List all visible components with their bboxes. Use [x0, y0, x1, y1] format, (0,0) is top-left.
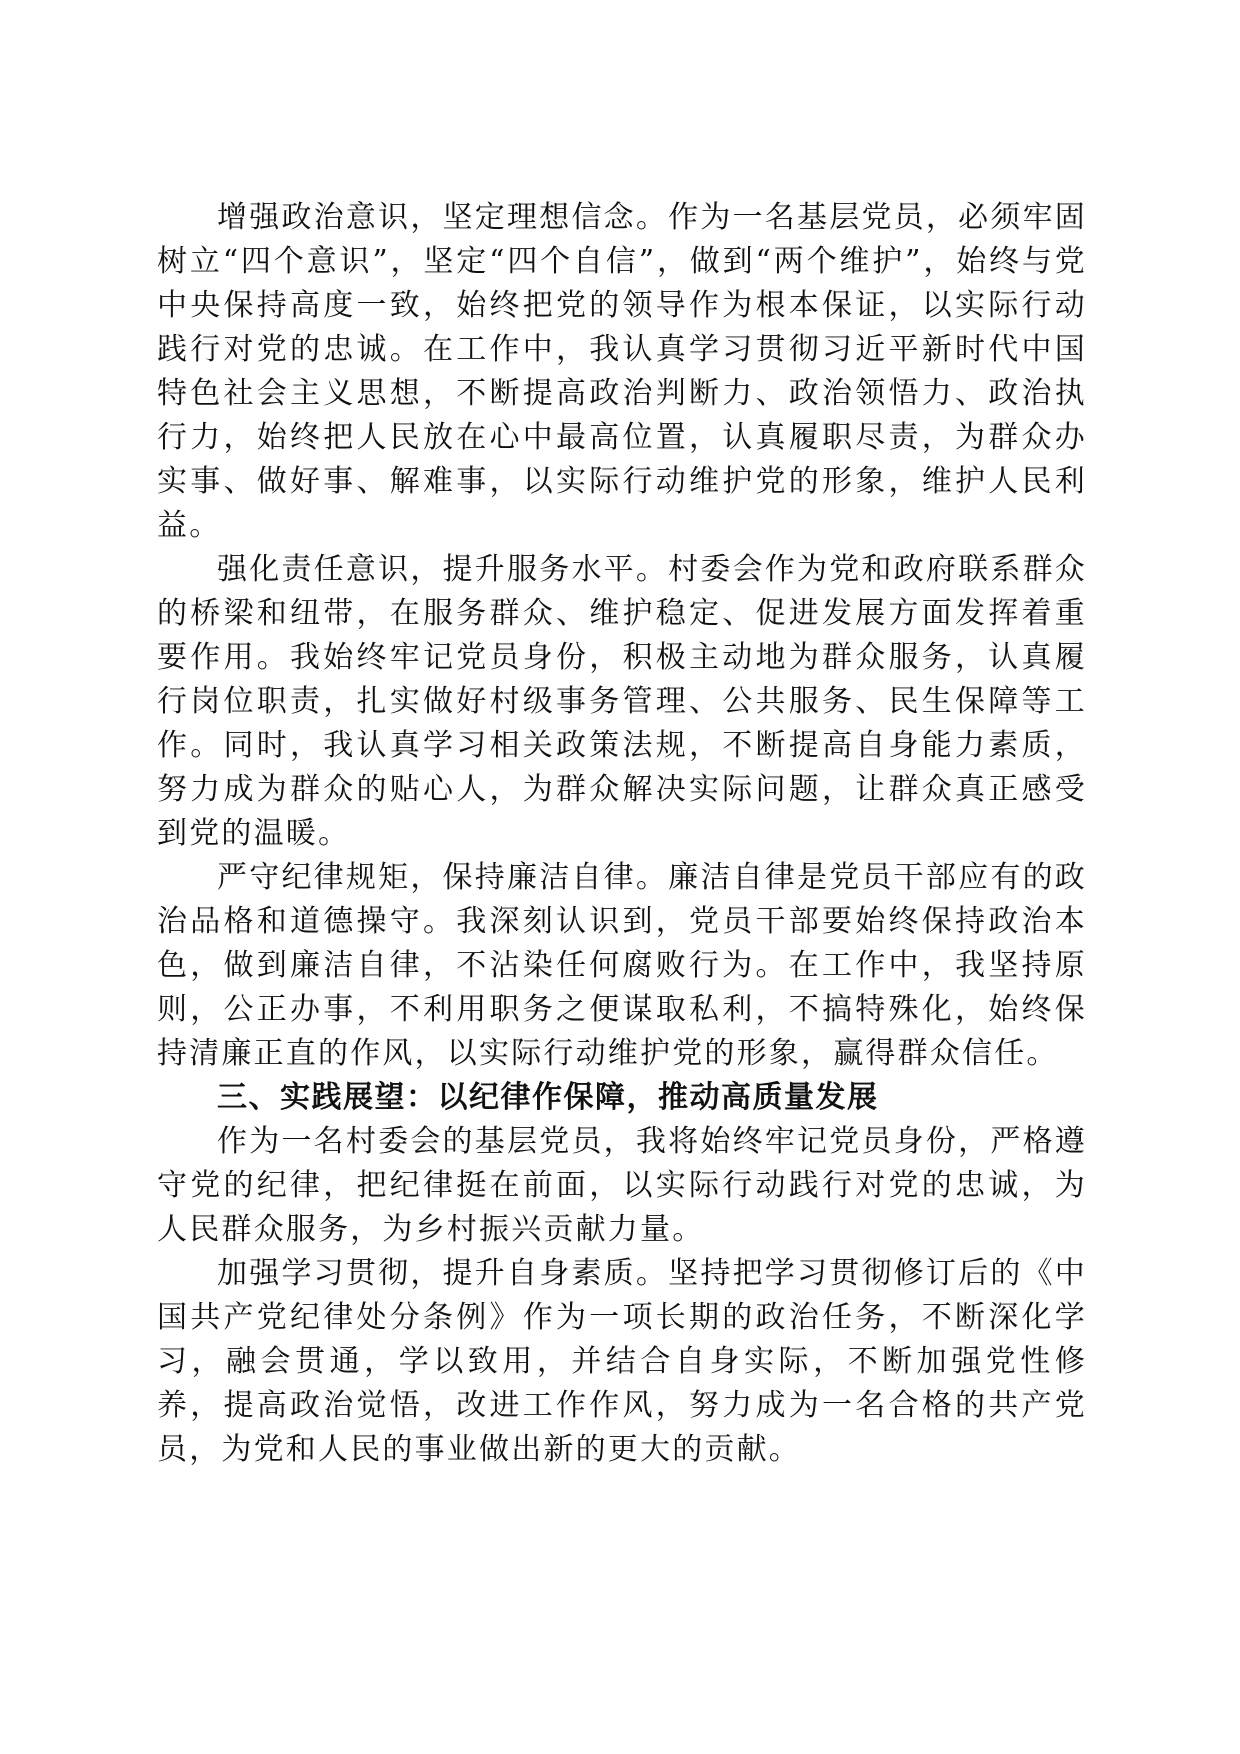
paragraph-responsibility: 强化责任意识，提升服务水平。村委会作为党和政府联系群众的桥梁和纽带，在服务群众、维护稳定、促进发展方面发挥着重要作用。我始终牢记党员身份，积极主动地为群众服务，认真履行岗位职责，扎实做好村级事务管理、公共服务、民生保障等工作。同时，我认真学习相关政策法规，不断提高自身能力素质，努力成为群众的贴心人，为群众解决实际问题，让群众真正感受到党的温暖。 [157, 552, 1087, 851]
paragraph-commitment: 作为一名村委会的基层党员，我将始终牢记党员身份，严格遵守党的纪律，把纪律挺在前面，以实际行动践行对党的忠诚，为人民群众服务，为乡村振兴贡献力量。 [157, 1124, 1087, 1247]
section-heading-practice-outlook: 三、实践展望：以纪律作保障，推动高质量发展 [217, 1080, 879, 1115]
document-page [157, 196, 1087, 1472]
paragraph-discipline: 严守纪律规矩，保持廉洁自律。廉洁自律是党员干部应有的政治品格和道德操守。我深刻认识到，党员干部要始终保持政治本色，做到廉洁自律，不沾染任何腐败行为。在工作中，我坚持原则，公正办事，不利用职务之便谋取私利，不搞特殊化，始终保持清廉正直的作风，以实际行动维护党的形象，赢得群众信任。 [157, 860, 1087, 1071]
paragraph-political-awareness: 增强政治意识，坚定理想信念。作为一名基层党员，必须牢固树立“四个意识”，坚定“四个自信”，做到“两个维护”，始终与党中央保持高度一致，始终把党的领导作为根本保证，以实际行动践行对党的忠诚。在工作中，我认真学习贯彻习近平新时代中国特色社会主义思想，不断提高政治判断力、政治领悟力、政治执行力，始终把人民放在心中最高位置，认真履职尽责，为群众办实事、做好事、解难事，以实际行动维护党的形象，维护人民利益。 [157, 200, 1087, 543]
paragraph-study: 加强学习贯彻，提升自身素质。坚持把学习贯彻修订后的《中国共产党纪律处分条例》作为一项长期的政治任务，不断深化学习，融会贯通，学以致用，并结合自身实际，不断加强党性修养，提高政治觉悟，改进工作作风，努力成为一名合格的共产党员，为党和人民的事业做出新的更大的贡献。 [157, 1256, 1087, 1467]
